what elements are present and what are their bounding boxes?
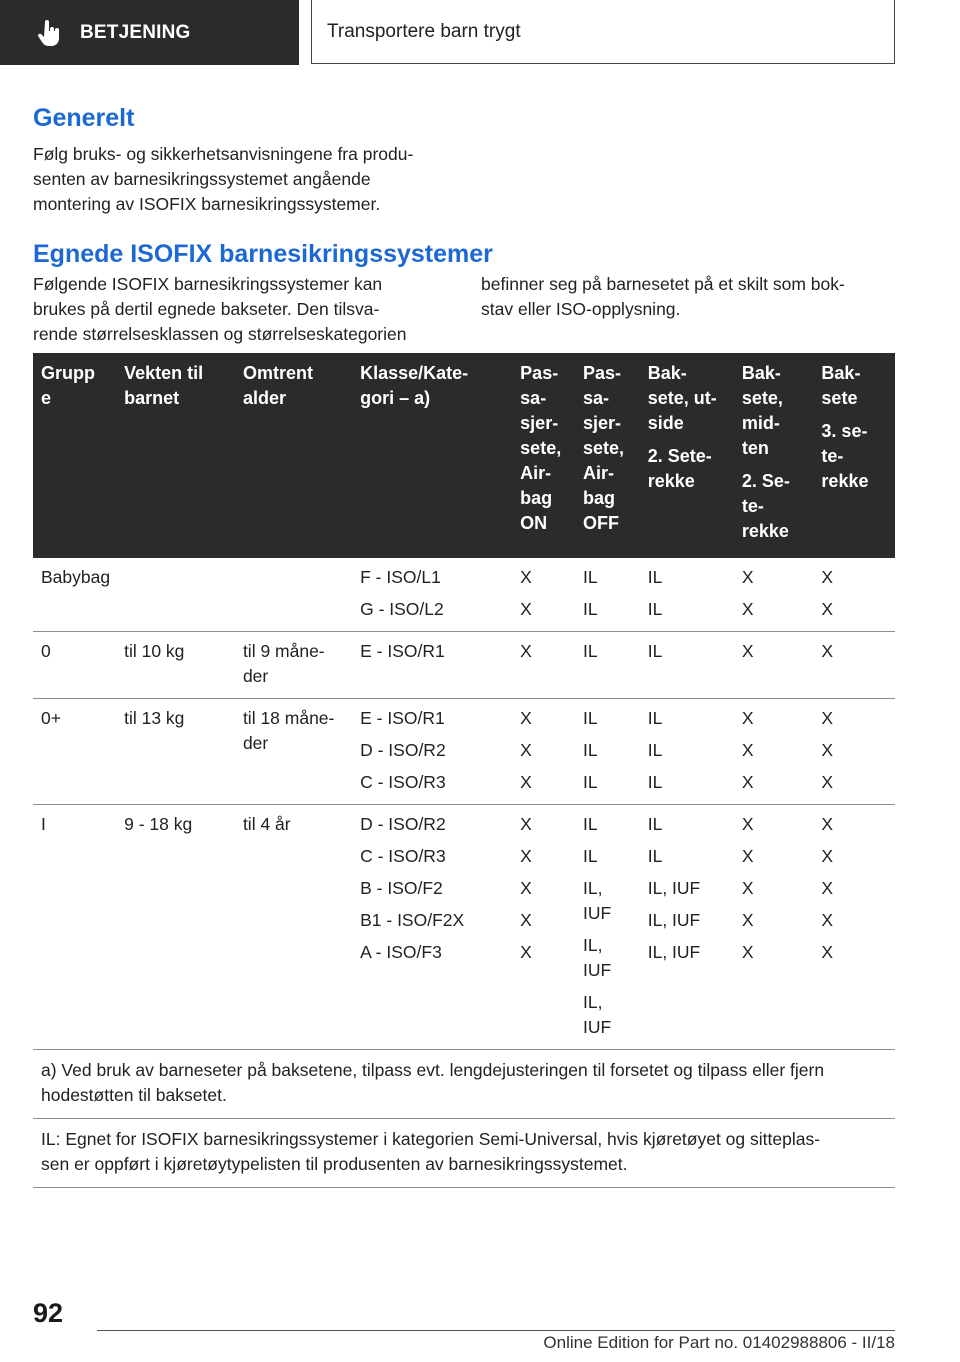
cell-value: C - ISO/R3 [360,772,446,792]
table-row [33,699,895,805]
table-header-cell [512,353,575,558]
text-line: montering av ISOFIX barnesikringssystemer. [33,194,381,214]
header-label: Grupp e [41,363,95,408]
header-sublabel: 3. se- te- rekke [821,421,869,491]
table-row [33,632,895,699]
airbag-on-cell [512,632,575,699]
airbag-on-cell [512,558,575,632]
third-row-cell [813,699,895,805]
cell-value: IL [647,567,663,587]
egnede-text-right [481,272,845,322]
header-sublabel: 2. Se- te- rekke [741,471,790,541]
table-note: IL: Egnet for ISOFIX barnesikringssystemer i kategorien Semi-Universal, hvis kjøretøyet og sitteplas- sen er oppført i kjøretøytypelisten til produsenten av barnesikringssystemet. [33,1119,895,1188]
cell-value: IL [647,772,663,792]
cell-value: D - ISO/R2 [360,740,446,760]
klasse-cell [352,558,512,632]
header-label: Bak- sete [821,363,861,408]
cell-value: IL, IUF [647,910,701,930]
cell-value: X [520,599,532,619]
cell-value: X [821,910,834,930]
header-label: Pas- sa- sjer- sete, Air- bag ON [520,363,562,533]
cell-value: X [821,846,834,866]
cell-value: IL [582,641,598,661]
table-row [33,558,895,632]
cell-value: IL [647,846,663,866]
cell-value: E - ISO/R1 [360,641,445,661]
airbag-on-cell [512,805,575,1050]
cell-value: X [741,814,754,834]
cell-value: X [520,740,532,760]
cell-value: IL, IUF [582,878,612,923]
table-header-cell [813,353,895,558]
cell-value: X [741,567,754,587]
cell-value: X [741,641,754,661]
backseat-middle-cell [734,632,814,699]
table-header-cell [352,353,512,558]
klasse-cell [352,699,512,805]
cell-value: X [520,942,532,962]
cell-value: X [520,910,532,930]
cell-value: IL [582,708,598,728]
cell-value: X [741,846,754,866]
klasse-cell [352,805,512,1050]
cell-value: IL, IUF [647,942,701,962]
cell-value: X [520,878,532,898]
age-cell: til 4 år [235,805,352,1050]
cell-value: X [741,740,754,760]
cell-value: B - ISO/F2 [360,878,443,898]
cell-value: X [520,814,532,834]
cell-value: IL, IUF [647,878,701,898]
cell-value: IL [647,708,663,728]
edition-text: Online Edition for Part no. 01402988806 - II/18 [543,1333,895,1352]
cell-value: X [741,878,754,898]
header-label: Klasse/Kate- gori – a) [360,363,469,408]
group-cell: 0 [33,632,116,699]
table-row [33,805,895,1050]
hand-pointer-icon [36,18,66,48]
cell-value: IL [647,814,663,834]
third-row-cell [813,632,895,699]
airbag-on-cell [512,699,575,805]
cell-value: C - ISO/R3 [360,846,446,866]
weight-cell [116,558,235,632]
weight-cell: til 10 kg [116,632,235,699]
cell-value: X [821,740,834,760]
cell-value: G - ISO/L2 [360,599,444,619]
table-note-row [33,1050,895,1119]
backseat-outer-cell [640,632,734,699]
cell-value: IL, IUF [582,992,612,1037]
cell-value: X [741,708,754,728]
cell-value: X [821,814,834,834]
klasse-cell [352,632,512,699]
cell-value: X [821,772,834,792]
table-note-row [33,1119,895,1188]
cell-value: X [741,599,754,619]
third-row-cell [813,558,895,632]
page-title: Transportere barn trygt [327,20,521,42]
header-label: Pas- sa- sjer- sete, Air- bag OFF [582,363,624,533]
age-cell: til 9 måne- der [235,632,352,699]
cell-value: IL [582,846,598,866]
text-line: Følg bruks- og sikkerhetsanvisningene fra produ- [33,144,414,164]
cell-value: X [520,846,532,866]
cell-value: IL [647,740,663,760]
header-label: Omtrent alder [242,363,313,408]
text-line: Følgende ISOFIX barnesikringssystemer kan [33,274,383,294]
text-line: befinner seg på barnesetet på et skilt som bok- [481,274,845,294]
header-label: Bak- sete, mid- ten [741,363,783,458]
airbag-off-cell [575,805,640,1050]
table-header-cell [235,353,352,558]
backseat-outer-cell [640,558,734,632]
cell-value: IL [582,814,598,834]
cell-value: X [520,708,532,728]
table-header-cell [734,353,814,558]
backseat-outer-cell [640,805,734,1050]
cell-value: IL [582,772,598,792]
cell-value: E - ISO/R1 [360,708,445,728]
cell-value: X [821,878,834,898]
backseat-outer-cell [640,699,734,805]
table-header-cell [116,353,235,558]
cell-value: X [741,942,754,962]
cell-value: D - ISO/R2 [360,814,446,834]
airbag-off-cell [575,699,640,805]
cell-value: X [520,641,532,661]
group-cell: I [33,805,116,1050]
cell-value: X [520,772,532,792]
group-cell: Babybag [33,558,116,632]
section-tab [0,0,299,65]
table-header-cell [640,353,734,558]
cell-value: X [821,942,834,962]
table-header-row [33,353,895,558]
generelt-text [33,142,413,217]
text-line: rende størrelsesklassen og størrelseskategorien [33,324,407,344]
text-line: stav eller ISO-opplysning. [481,299,681,319]
page-number: 92 [33,1298,64,1328]
section-title: BETJENING [80,21,191,43]
weight-cell: 9 - 18 kg [116,805,235,1050]
cell-value: IL, IUF [582,935,612,980]
footer-divider [97,1330,895,1331]
airbag-off-cell [575,558,640,632]
text-line: brukes på dertil egnede bakseter. Den tilsva- [33,299,380,319]
weight-cell: til 13 kg [116,699,235,805]
table-header-cell [575,353,640,558]
cell-value: X [821,599,834,619]
third-row-cell [813,805,895,1050]
group-cell: 0+ [33,699,116,805]
table-body [33,558,895,1188]
header-label: Bak- sete, ut- side [647,363,717,433]
table-header-cell [33,353,116,558]
cell-value: IL [582,567,598,587]
backseat-middle-cell [734,805,814,1050]
page-title-box [311,0,895,64]
header-label: Vekten til barnet [124,363,204,408]
cell-value: IL [582,740,598,760]
cell-value: IL [647,599,663,619]
age-cell: til 18 måne- der [235,699,352,805]
cell-value: X [741,910,754,930]
cell-value: X [741,772,754,792]
cell-value: B1 - ISO/F2X [360,910,465,930]
table-note: a) Ved bruk av barneseter på baksetene, tilpass evt. lengdejusteringen til forsetet og tilpass eller fjern hodestøtten til baksetet. [33,1050,895,1119]
cell-value: X [520,567,532,587]
generelt-heading: Generelt [33,104,135,132]
header-sublabel: 2. Sete- rekke [647,446,712,491]
backseat-middle-cell [734,699,814,805]
cell-value: A - ISO/F3 [360,942,442,962]
cell-value: IL [647,641,663,661]
text-line: senten av barnesikringssystemet angående [33,169,371,189]
isofix-table [33,353,895,1188]
cell-value: X [821,567,834,587]
airbag-off-cell [575,632,640,699]
cell-value: X [821,708,834,728]
backseat-middle-cell [734,558,814,632]
cell-value: X [821,641,834,661]
age-cell [235,558,352,632]
egnede-text-left [33,272,407,347]
cell-value: IL [582,599,598,619]
egnede-heading: Egnede ISOFIX barnesikringssystemer [33,240,493,268]
cell-value: F - ISO/L1 [360,567,441,587]
